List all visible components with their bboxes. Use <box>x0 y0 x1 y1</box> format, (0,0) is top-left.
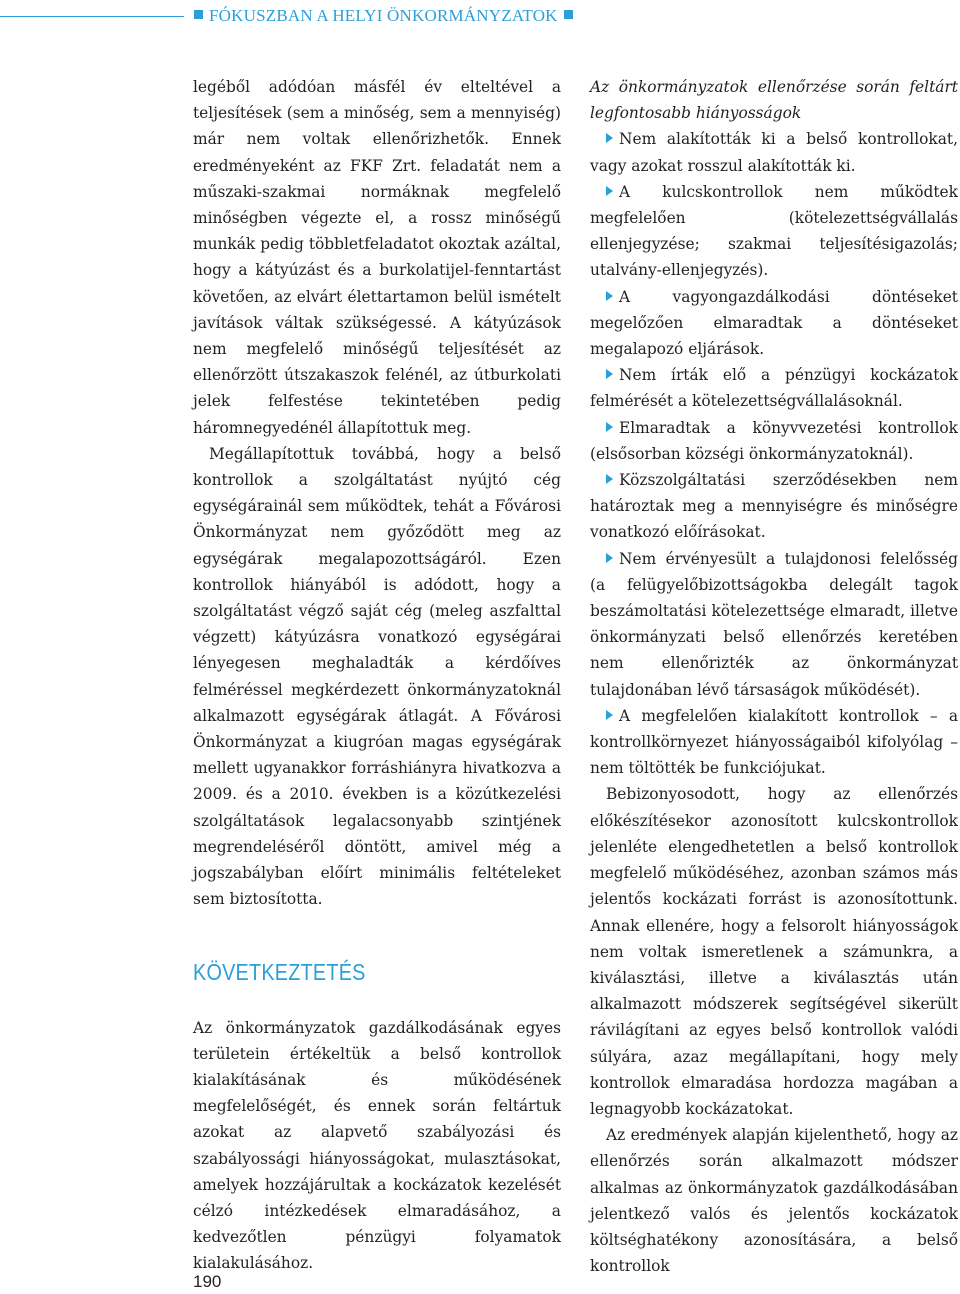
body-paragraph: Bebizonyosodott, hogy az ellenőrzés előkészítésekor azonosított kulcskontrollok jelenléte elengedhetetlen a belső kontrollok megfelelő működéséhez, azonban számos más jelentős kockázati forrást is azonosítottunk. Annak ellenére, hogy a felsorolt hiányosságok nem voltak ismeretlenek a számunkra, a kiválasztási, illetve a kiválasztás után alkalmazott módszerek segítségével sikerült rávilágítani az egyes belső kontrollok valódi súlyára, azaz megállapítani, hogy mely kontrollok elmaradása hordozza magában a legnagyobb kockázatokat. <box>590 785 958 1118</box>
bullet-text: Nem alakították ki a belső kontrollokat, vagy azokat rosszul alakították ki. <box>590 130 958 175</box>
bullet-item <box>590 179 958 284</box>
square-bullet-icon <box>194 10 203 19</box>
body-paragraph: Megállapítottuk továbbá, hogy a belső kontrollok a szolgáltatást nyújtó cég egységárainál sem működtek, tehát a Fővárosi Önkormányzat nem győződött meg az egységárak megalapozottságáról. Ezen kontrollok hiányából is adódott, hogy a szolgáltatást végző saját cég (meleg aszfalttal végzett) kátyúzásra vonatkozó egységárai lényegesen meghaladták a kérdőíves felméréssel megkérdezett önkormányzatoknál alkalmazott egységárak átlagát. A Fővárosi Önkormányzat a kiugróan magas egységárak mellett ugyanakkor forráshiányra hivatkozva a 2009. és a 2010. években is a közútkezelési szolgáltatások legalacsonyabb szintjének megrendeléséről döntött, amivel még a jogszabályban előírt minimális feltételeket sem biztosította. <box>193 444 561 909</box>
bullet-text: A megfelelően kialakított kontrollok – a kontrollkörnyezet hiányosságaiból kifolyólag – nem töltötték be funkciójukat. <box>590 706 958 778</box>
bullet-item <box>590 362 958 414</box>
bullet-text: Nem írták elő a pénzügyi kockázatok felmérését a kötelezettségvállalásoknál. <box>590 366 958 411</box>
header-title: FÓKUSZBAN A HELYI ÖNKORMÁNYZATOK <box>209 6 558 25</box>
arrow-bullet-icon <box>606 710 613 720</box>
section-title: KÖVETKEZTETÉS <box>193 958 366 985</box>
arrow-bullet-icon <box>606 369 613 379</box>
body-paragraph: legéből adódóan másfél év elteltével a teljesítések (sem a minőség, sem a mennyiség) már nem voltak ellenőrizhetők. Ennek eredményeként az FKF Zrt. feladatát nem a műszaki-szakmai normáknak megfelelő minőségben végezte el, a rossz minőségű munkák pedig többletfeladatot okoztak azáltal, hogy a kátyúzást és a burkolatijel-fenntartást követően, az elvárt élettartamon belül ismételt javítások váltak szükségessé. A kátyúzások nem megfelelő minőségű teljesítését az ellenőrzött útszakaszok felénél, az útburkolati jelek felfestése tekintetében pedig háromnegyedénél állapítottuk meg. <box>193 78 561 437</box>
bullet-item <box>590 467 958 546</box>
bullet-text: Elmaradtak a könyvvezetési kontrollok (elsősorban községi önkormányzatoknál). <box>590 418 958 463</box>
left-column <box>193 74 561 1277</box>
conclusion-paragraph: Az önkormányzatok gazdálkodásának egyes területein értékeltük a belső kontrollok kialakításának és működésének megfelelőségét, és ennek során feltártuk azokat az alapvető szabályozási és szabályossági hiányosságokat, mulasztásokat, amelyek hozzájárultak a kockázatok kezelését célzó intézkedések elmaradásához, a kedvezőtlen pénzügyi folyamatok kialakulásához. <box>193 1018 561 1273</box>
arrow-bullet-icon <box>606 186 613 196</box>
arrow-bullet-icon <box>606 553 613 563</box>
bullet-text: Közszolgáltatási szerződésekben nem határoztak meg a mennyiségre és minőségre vonatkozó előírásokat. <box>590 471 958 542</box>
page-number: 190 <box>193 1272 222 1291</box>
arrow-bullet-icon <box>606 291 613 301</box>
running-header <box>0 6 960 30</box>
box-subtitle: Az önkormányzatok ellenőrzése során feltárt legfontosabb hiányosságok <box>590 78 958 123</box>
bullet-item <box>590 126 958 178</box>
arrow-bullet-icon <box>606 133 613 143</box>
bullet-item <box>590 415 958 467</box>
header-title-row <box>188 6 579 26</box>
arrow-bullet-icon <box>606 474 613 484</box>
square-bullet-icon <box>564 10 573 19</box>
bullet-item <box>590 703 958 782</box>
bullet-item <box>590 284 958 363</box>
bullet-text: Nem érvényesült a tulajdonosi felelősség (a felügyelőbizottságokba delegált tagok beszámoltatási kötelezettsége elmaradt, illetve önkormányzati belső ellenőrzés keretében nem ellenőrizték az önkormányzat tulajdonában lévő társaságok működését). <box>590 549 958 699</box>
bullet-text: A vagyongazdálkodási döntéseket megelőzően elmaradtak a döntéseket megalapozó eljárások. <box>590 287 958 359</box>
arrow-bullet-icon <box>606 422 613 432</box>
header-rule <box>0 16 184 17</box>
bullet-item <box>590 546 958 703</box>
bullet-text: A kulcskontrollok nem működtek megfelelően (kötelezettségvállalás ellenjegyzése; szakmai teljesítésigazolás; utalvány-ellenjegyzés). <box>590 182 958 280</box>
body-paragraph: Az eredmények alapján kijelenthető, hogy az ellenőrzés során alkalmazott módszer alkalmas az önkormányzatok gazdálkodásában jelentkező valós és jelentős kockázatok költséghatékony azonosítására, a belső kontrollok <box>590 1126 958 1276</box>
right-column <box>590 74 958 1279</box>
